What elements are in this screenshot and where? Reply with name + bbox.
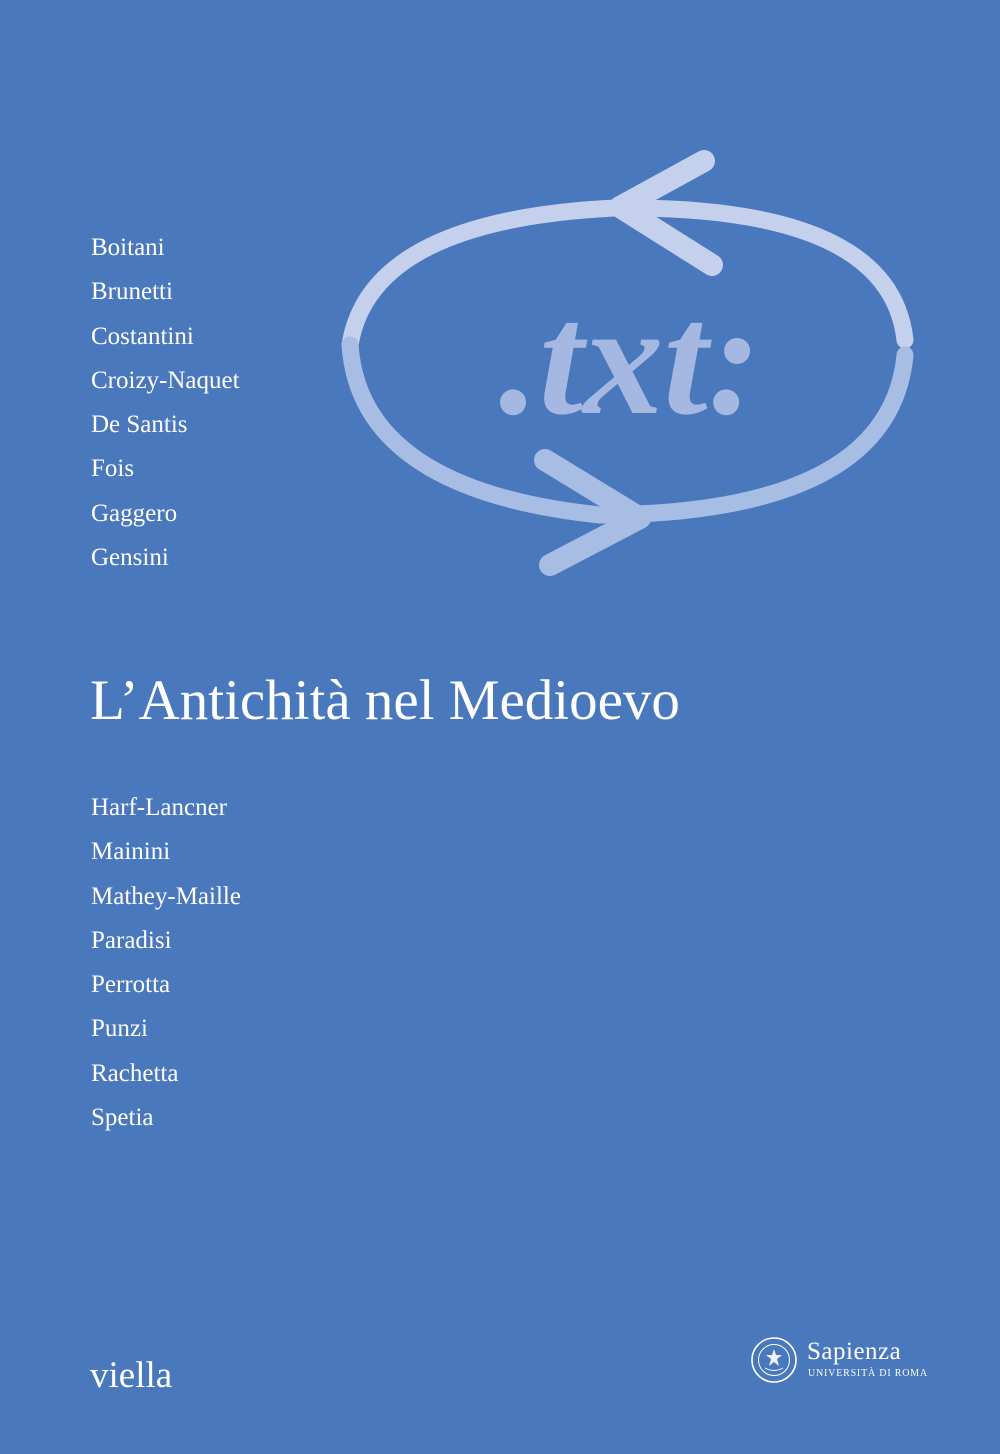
university-subtitle: UNIVERSITÀ DI ROMA [808, 1368, 928, 1379]
txt-logo [330, 125, 930, 595]
author-name: Perrotta [91, 971, 171, 999]
author-name: Punzi [91, 1015, 148, 1043]
authors-list-top [91, 226, 240, 580]
author-name: Paradisi [91, 926, 172, 954]
author-name: Mainini [91, 838, 171, 866]
book-title: L’Antichità nel Medioevo [90, 669, 680, 732]
author-name: Croizy-Naquet [91, 366, 240, 394]
author-name: Gensini [91, 544, 169, 572]
author-name: Mathey-Maille [91, 882, 241, 910]
university-name: Sapienza [807, 1338, 902, 1365]
university-logo [750, 1330, 940, 1394]
author-name: Spetia [91, 1104, 154, 1132]
author-name: De Santis [91, 411, 188, 439]
publisher-name: viella [90, 1355, 173, 1396]
logo-text: .txt: [498, 270, 762, 448]
author-name: Gaggero [91, 499, 178, 527]
author-name: Boitani [91, 234, 165, 261]
author-name: Fois [91, 455, 135, 483]
author-name: Harf-Lancner [91, 794, 228, 821]
author-name: Brunetti [91, 278, 173, 306]
university-seal-icon [750, 1336, 798, 1384]
authors-list-bottom [91, 786, 241, 1140]
author-name: Rachetta [91, 1059, 179, 1087]
author-name: Costantini [91, 322, 194, 350]
